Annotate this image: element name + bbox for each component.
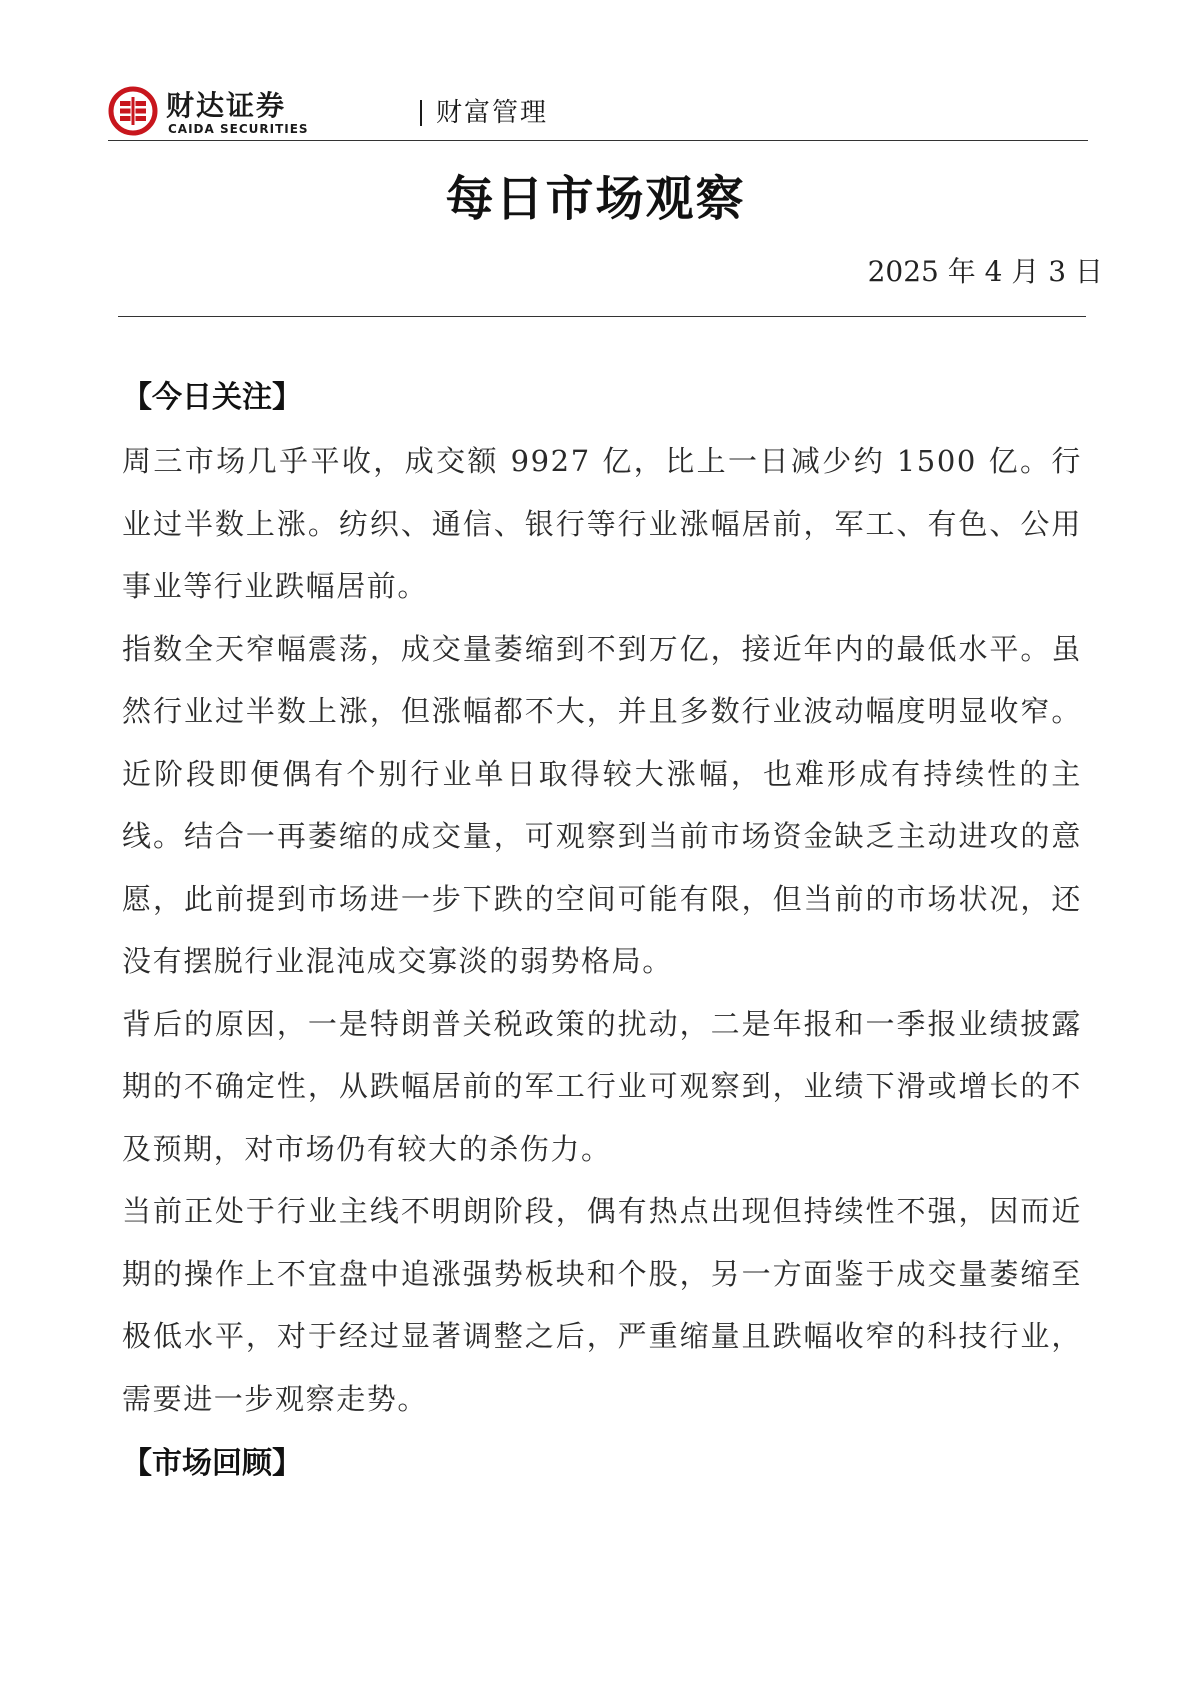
paragraph-market-summary: 周三市场几乎平收，成交额 9927 亿，比上一日减少约 1500 亿。行业过半数上涨。纺织、通信、银行等行业涨幅居前，军工、有色、公用事业等行业跌幅居前。 — [122, 444, 1082, 603]
brand-name-en: CAIDA SECURITIES — [168, 122, 309, 136]
brand-name-cn: 财达证券 — [166, 89, 287, 122]
section-heading-market-review: 【市场回顾】 — [122, 1446, 302, 1481]
section-heading-today-focus: 【今日关注】 — [122, 380, 302, 415]
caida-logo-icon — [108, 86, 158, 136]
paragraph-strategy: 当前正处于行业主线不明朗阶段，偶有热点出现但持续性不强，因而近期的操作上不宜盘中追涨强势板块和个股，另一方面鉴于成交量萎缩至极低水平，对于经过显著调整之后，严重缩量且跌幅收窄的科技行业，需要进一步观察走势。 — [122, 1194, 1082, 1416]
report-date: 2025 年 4 月 3 日 — [867, 255, 1103, 288]
paragraph-reasons: 背后的原因，一是特朗普关税政策的扰动，二是年报和一季报业绩披露期的不确定性，从跌幅居前的军工行业可观察到，业绩下滑或增长的不及预期，对市场仍有较大的杀伤力。 — [122, 1006, 1082, 1166]
page-title: 每日市场观察 — [445, 171, 746, 227]
paragraph-index-analysis: 指数全天窄幅震荡，成交量萎缩到不到万亿，接近年内的最低水平。虽然行业过半数上涨，但涨幅都不大，并且多数行业波动幅度明显收窄。近阶段即便偶有个别行业单日取得较大涨幅，也难形成有持续性的主线。结合一再萎缩的成交量，可观察到当前市场资金缺乏主动进攻的意愿，此前提到市场进一步下跌的空间可能有限，但当前的市场状况，还没有摆脱行业混沌成交寡淡的弱势格局。 — [122, 631, 1082, 978]
header-rule — [108, 140, 1088, 141]
report-body — [122, 370, 1082, 1496]
brand-divider — [420, 100, 422, 126]
brand-subtitle: 财富管理 — [436, 98, 549, 128]
page-header — [108, 82, 1088, 142]
title-rule — [118, 316, 1086, 317]
